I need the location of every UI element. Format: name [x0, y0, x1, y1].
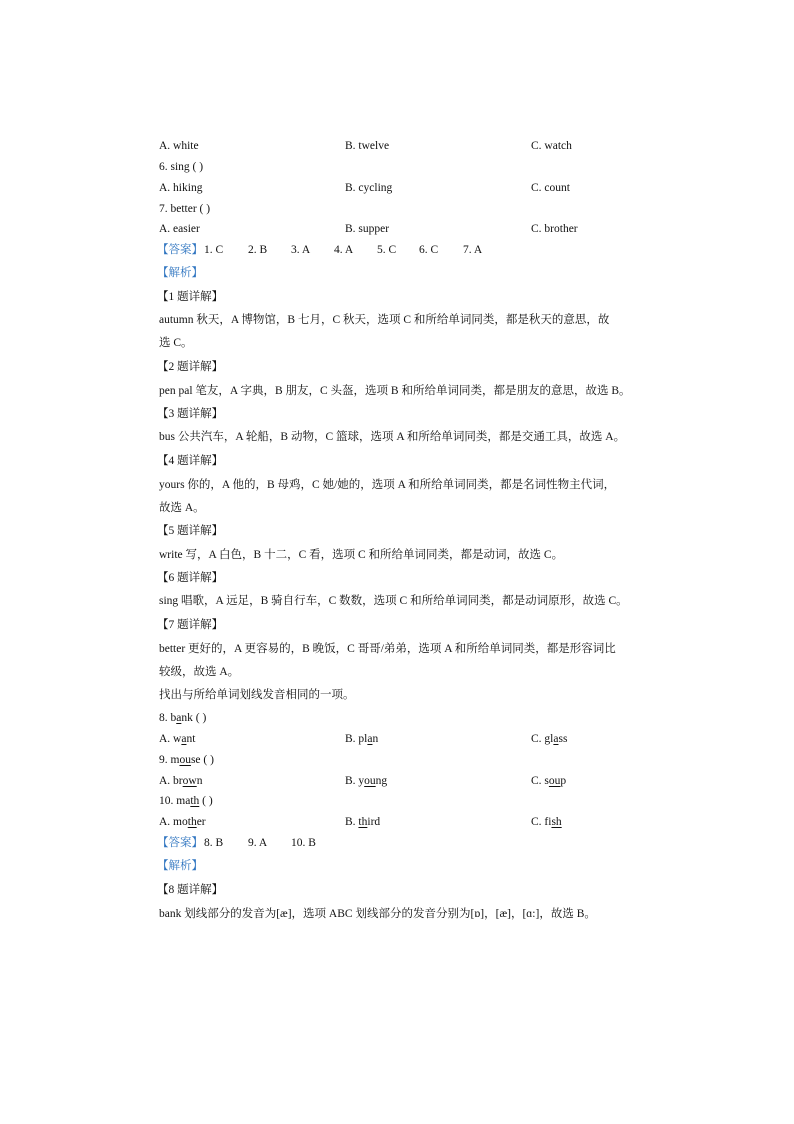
detail-text: bus 公共汽车，A 轮船，B 动物，C 篮球，选项 A 和所给单词同类，都是交通工具，故选 A。	[159, 431, 626, 443]
detail-text: yours 你的，A 他的，B 母鸡，C 她/她的，选项 A 和所给单词同类，都是名词性物主代词，	[159, 479, 616, 491]
q5-option-a: A. white	[159, 140, 199, 152]
answer-line-1	[157, 243, 482, 257]
detail-heading: 【3 题详解】	[157, 408, 224, 420]
detail-heading: 【2 题详解】	[157, 361, 224, 373]
q6-option-a: A. hiking	[159, 182, 203, 194]
q8-option-a: A. want	[159, 733, 196, 745]
q8-stem: 8. bank ( )	[159, 712, 207, 724]
q6-stem: 6. sing ( )	[159, 161, 204, 173]
q9-option-a: A. brown	[159, 775, 203, 787]
detail-text: autumn 秋天，A 博物馆，B 七月，C 秋天，选项 C 和所给单词同类，都是秋天的意思，故	[159, 314, 610, 326]
detail-text: write 写，A 白色，B 十二，C 看，选项 C 和所给单词同类，都是动词，故选 C。	[159, 549, 564, 561]
q6-option-b: B. cycling	[345, 182, 393, 194]
answer-item: 1. C	[204, 244, 224, 256]
detail-heading: 【8 题详解】	[157, 884, 224, 896]
answer-item: 9. A	[248, 837, 268, 849]
answer-label: 【答案】	[157, 837, 203, 849]
answer-item: 2. B	[248, 244, 268, 256]
q6-option-c: C. count	[531, 182, 570, 194]
q9-option-b: B. young	[345, 775, 388, 787]
q10-option-c: C. fish	[531, 816, 562, 828]
answer-item: 10. B	[291, 837, 316, 849]
q5-options	[0, 139, 794, 153]
detail-text: pen pal 笔友，A 字典，B 朋友，C 头盔，选项 B 和所给单词同类，都是朋友的意思，故选 B。	[159, 385, 631, 397]
answer-item: 6. C	[419, 244, 439, 256]
q8-option-c: C. glass	[531, 733, 568, 745]
q5-option-b: B. twelve	[345, 140, 390, 152]
detail-heading: 【5 题详解】	[157, 525, 224, 537]
q7-option-b: B. supper	[345, 223, 390, 235]
q7-stem: 7. better ( )	[159, 203, 211, 215]
q7-option-a: A. easier	[159, 223, 200, 235]
q10-option-a: A. mother	[159, 816, 206, 828]
detail-text: bank 划线部分的发音为[æ]，选项 ABC 划线部分的发音分别为[ɒ]，[æ]，[ɑ:]，故选 B。	[159, 908, 596, 920]
detail-heading: 【6 题详解】	[157, 572, 224, 584]
q10-options	[0, 815, 794, 829]
q7-option-c: C. brother	[531, 223, 578, 235]
detail-text: 选 C。	[159, 337, 193, 349]
answer-item: 5. C	[377, 244, 397, 256]
answer-label: 【答案】	[157, 244, 203, 256]
q9-options	[0, 774, 794, 788]
detail-heading: 【7 题详解】	[157, 619, 224, 631]
part2-instruction: 找出与所给单词划线发音相同的一项。	[159, 689, 355, 701]
detail-heading: 【1 题详解】	[157, 291, 224, 303]
answer-item: 8. B	[204, 837, 224, 849]
detail-text: 较级，故选 A。	[159, 666, 240, 678]
answer-line-2	[157, 836, 316, 850]
q8-option-b: B. plan	[345, 733, 379, 745]
analysis-label-1: 【解析】	[157, 267, 203, 279]
detail-text: better 更好的，A 更容易的，B 晚饭，C 哥哥/弟弟，选项 A 和所给单词同类，都是形容词比	[159, 643, 616, 655]
q9-stem: 9. mouse ( )	[159, 754, 214, 766]
answer-item: 4. A	[334, 244, 354, 256]
q10-option-b: B. third	[345, 816, 381, 828]
answer-item: 7. A	[463, 244, 483, 256]
detail-heading: 【4 题详解】	[157, 455, 224, 467]
analysis-label-2: 【解析】	[157, 860, 203, 872]
detail-text: sing 唱歌，A 远足，B 骑自行车，C 数数，选项 C 和所给单词同类，都是动词原形，故选 C。	[159, 595, 628, 607]
q10-stem: 10. math ( )	[159, 795, 213, 807]
q9-option-c: C. soup	[531, 775, 567, 787]
q7-options	[0, 222, 794, 236]
detail-text: 故选 A。	[159, 502, 205, 514]
q6-options	[0, 181, 794, 195]
q8-options	[0, 732, 794, 746]
answer-item: 3. A	[291, 244, 311, 256]
q5-option-c: C. watch	[531, 140, 572, 152]
